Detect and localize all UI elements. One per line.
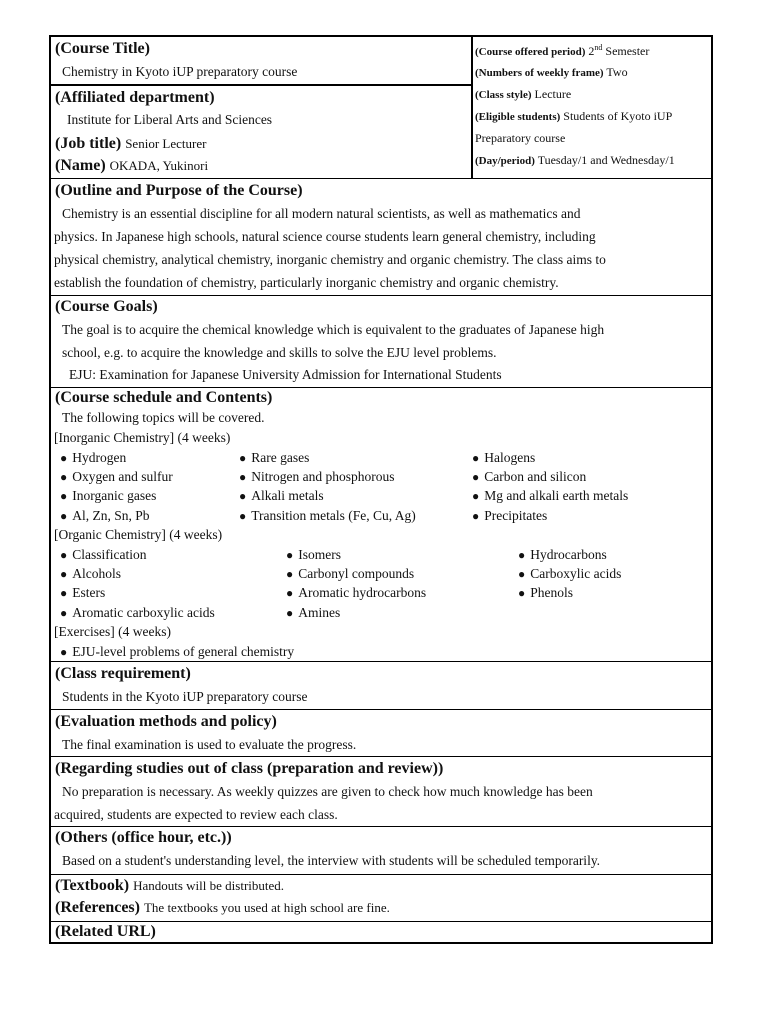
eligible-label: (Eligible students) — [475, 111, 561, 123]
topic-item: ● Classification — [60, 547, 147, 563]
eligible-value-2: Preparatory course — [475, 131, 566, 145]
schedule-label: (Course schedule and Contents) — [55, 389, 273, 406]
topic-item: ● Carboxylic acids — [518, 566, 621, 582]
period-label: (Course offered period) — [475, 46, 586, 58]
topic-item: ● Halogens — [472, 450, 535, 466]
affiliated-value: Institute for Liberal Arts and Sciences — [67, 112, 273, 127]
job-title-row — [55, 135, 206, 153]
topic-item: ● Al, Zn, Sn, Pb — [60, 508, 150, 524]
outline-line: physics. In Japanese high schools, natural science course students learn general chemistry, including — [54, 229, 596, 244]
topic-item: ● Amines — [286, 605, 340, 621]
topic-item: ● Mg and alkali earth metals — [472, 488, 628, 504]
goals-line: school, e.g. to acquire the knowledge and skills to solve the EJU level problems. — [62, 345, 497, 360]
eligible-value-1: Students of Kyoto iUP — [563, 109, 673, 123]
schedule-intro: The following topics will be covered. — [62, 410, 265, 425]
topic-item: ● Precipitates — [472, 508, 547, 524]
period-rest: Semester — [605, 44, 650, 58]
style-value: Lecture — [534, 87, 572, 101]
goals-label: (Course Goals) — [55, 298, 158, 315]
name-row — [55, 157, 208, 175]
outline-section — [51, 178, 711, 295]
topic-item: ● Aromatic hydrocarbons — [286, 585, 426, 601]
outline-line: establish the foundation of chemistry, particularly inorganic chemistry and organic chemistry. — [54, 275, 559, 290]
outline-line: Chemistry is an essential discipline for all modern natural scientists, as well as mathematics and — [62, 206, 581, 221]
textbook-text: Handouts will be distributed. — [133, 878, 285, 893]
course-title-label: (Course Title) — [55, 40, 150, 57]
topic-item: ● Transition metals (Fe, Cu, Ag) — [239, 508, 416, 524]
style-row — [475, 87, 571, 102]
topic-item: ● Esters — [60, 585, 105, 601]
day-row — [475, 153, 675, 168]
outline-line: physical chemistry, analytical chemistry, inorganic chemistry and organic chemistry. The class aims to — [54, 252, 606, 267]
evaluation-section — [51, 709, 711, 756]
topic-item: ● Nitrogen and phosphorous — [239, 469, 394, 485]
url-label: (Related URL) — [55, 923, 156, 940]
schedule-section — [51, 387, 711, 661]
others-label: (Others (office hour, etc.)) — [55, 829, 232, 846]
goals-line: The goal is to acquire the chemical knowledge which is equivalent to the graduates of Japanese high — [62, 322, 605, 337]
syllabus-sheet — [49, 35, 713, 944]
evaluation-label: (Evaluation methods and policy) — [55, 713, 277, 730]
exercises-header: [Exercises] (4 weeks) — [54, 624, 171, 639]
topic-item: ● Alkali metals — [239, 488, 324, 504]
period-row — [475, 43, 649, 59]
requirement-section — [51, 661, 711, 709]
title-divider — [51, 84, 471, 86]
textbook-row — [55, 877, 284, 895]
header-divider — [471, 37, 473, 179]
inorganic-header: [Inorganic Chemistry] (4 weeks) — [54, 430, 231, 445]
studies-line: No preparation is necessary. As weekly quizzes are given to check how much knowledge has been — [62, 784, 593, 799]
name-value: OKADA, Yukinori — [109, 158, 209, 173]
others-section — [51, 826, 711, 874]
topic-item: ● Alcohols — [60, 566, 121, 582]
topic-item: ● Isomers — [286, 547, 341, 563]
weekly-label: (Numbers of weekly frame) — [475, 67, 604, 79]
course-title-value: Chemistry in Kyoto iUP preparatory course — [62, 64, 298, 79]
job-title-label: (Job title) — [55, 135, 122, 152]
outline-label: (Outline and Purpose of the Course) — [55, 182, 303, 199]
url-section — [51, 921, 711, 944]
topic-item: ● Phenols — [518, 585, 573, 601]
topic-item: ● Oxygen and sulfur — [60, 469, 173, 485]
requirement-text: Students in the Kyoto iUP preparatory course — [62, 689, 308, 704]
studies-label: (Regarding studies out of class (preparation and review)) — [55, 760, 444, 777]
evaluation-text: The final examination is used to evaluate the progress. — [62, 737, 357, 752]
others-text: Based on a student's understanding level, the interview with students will be scheduled temporarily. — [62, 853, 601, 868]
day-label: (Day/period) — [475, 155, 535, 167]
name-label: (Name) — [55, 157, 106, 174]
weekly-value: Two — [606, 65, 628, 79]
topic-item: ● Inorganic gases — [60, 488, 156, 504]
studies-line: acquired, students are expected to review each class. — [54, 807, 338, 822]
topic-item: ● Aromatic carboxylic acids — [60, 605, 215, 621]
exercises-item: ● EJU-level problems of general chemistry — [60, 644, 294, 660]
affiliated-label: (Affiliated department) — [55, 89, 215, 106]
topic-item: ● Rare gases — [239, 450, 309, 466]
goals-section — [51, 295, 711, 387]
textbook-label: (Textbook) — [55, 877, 130, 894]
day-value: Tuesday/1 and Wednesday/1 — [537, 153, 675, 167]
references-text: The textbooks you used at high school are fine. — [143, 900, 390, 915]
period-sup: nd — [594, 43, 603, 52]
organic-header: [Organic Chemistry] (4 weeks) — [54, 527, 223, 542]
eligible-row — [475, 109, 672, 124]
period-num: 2 — [588, 44, 595, 58]
requirement-label: (Class requirement) — [55, 665, 191, 682]
topic-item: ● Hydrogen — [60, 450, 126, 466]
weekly-row — [475, 65, 628, 80]
references-row — [55, 899, 390, 917]
textbook-section — [51, 874, 711, 921]
topic-item: ● Carbonyl compounds — [286, 566, 414, 582]
studies-section — [51, 756, 711, 826]
topic-item: ● Hydrocarbons — [518, 547, 607, 563]
topic-item: ● Carbon and silicon — [472, 469, 586, 485]
references-label: (References) — [55, 899, 140, 916]
job-title-value: Senior Lecturer — [125, 136, 207, 151]
goals-line: EJU: Examination for Japanese University Admission for International Students — [69, 367, 502, 382]
style-label: (Class style) — [475, 89, 532, 101]
